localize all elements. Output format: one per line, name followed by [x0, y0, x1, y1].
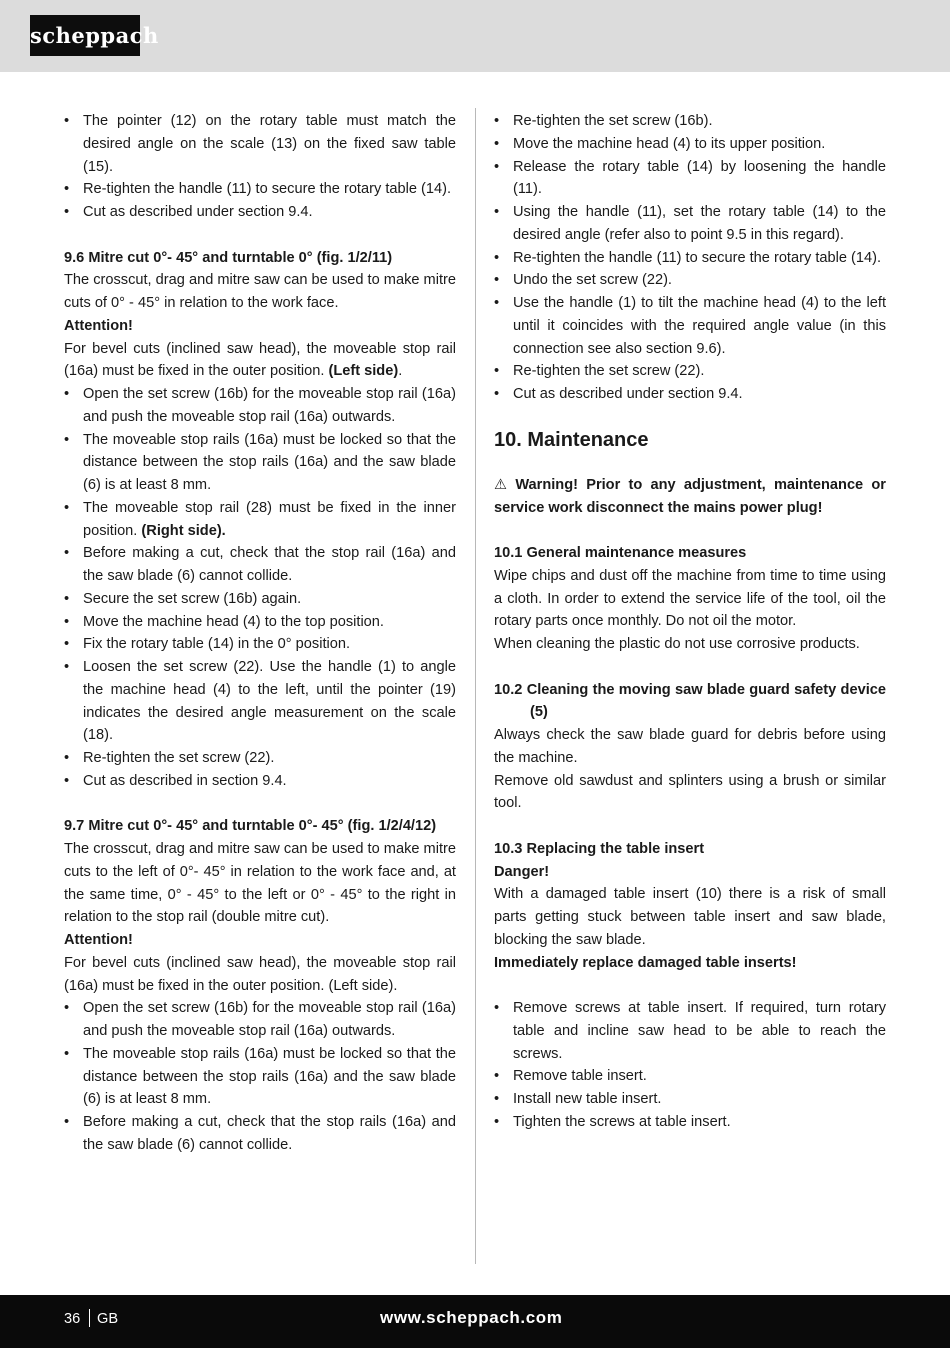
- paragraph: The crosscut, drag and mitre saw can be used to make mitre cuts to the left of 0°- 45° in relation to the work face and, at the same time, 0° - 45° to the left or 0° - 45° to the right in relation to the stop rail (double mitre cut).: [64, 841, 456, 926]
- bullet-list: [64, 997, 456, 1156]
- emphasis: (Left side): [328, 363, 399, 380]
- brand-logo: scheppach: [30, 15, 140, 56]
- page-number: 36: [64, 1311, 81, 1327]
- paragraph: When cleaning the plastic do not use corrosive products.: [494, 636, 860, 652]
- list-item: • Re-tighten the set screw (22).: [64, 747, 456, 770]
- list-item: • Before making a cut, check that the stop rails (16a) and the saw blade (6) cannot collide.: [64, 1111, 456, 1157]
- list-item: • The moveable stop rails (16a) must be locked so that the distance between the stop rails (16a) and the saw blade (6) is at least 8 mm.: [64, 429, 456, 497]
- page-footer: [0, 1295, 950, 1348]
- list-item: • Re-tighten the set screw (16b).: [494, 110, 886, 133]
- danger-label: Danger!: [494, 863, 550, 880]
- list-item: • Open the set screw (16b) for the moveable stop rail (16a) and push the moveable stop rail (16a) outwards.: [64, 997, 456, 1043]
- list-item: • Release the rotary table (14) by loosening the handle (11).: [494, 156, 886, 202]
- right-column: [494, 110, 886, 1134]
- warning-text: ⚠ Warning! Prior to any adjustment, maintenance or service work disconnect the mains power plug!: [494, 474, 886, 520]
- list-item: • Remove table insert.: [494, 1065, 886, 1088]
- section-heading-10-2: 10.2 Cleaning the moving saw blade guard safety device (5): [494, 681, 886, 721]
- paragraph: For bevel cuts (inclined saw head), the moveable stop rail (16a) must be fixed in the outer position. (Left side).: [64, 340, 456, 380]
- section-heading-10-1: 10.1 General maintenance measures: [494, 545, 747, 561]
- maintenance-heading: 10. Maintenance: [494, 428, 649, 451]
- list-item: • The pointer (12) on the rotary table must match the desired angle on the scale (13) on the fixed saw table (15).: [64, 110, 456, 178]
- section-heading-10-3: 10.3 Replacing the table insert: [494, 840, 705, 857]
- warning-triangle-icon: ⚠: [494, 476, 508, 493]
- section-heading-9-7: 9.7 Mitre cut 0°- 45° and turntable 0°- 45° (fig. 1/2/4/12): [64, 818, 437, 835]
- list-item: • Move the machine head (4) to the top position.: [64, 611, 456, 634]
- left-column: [64, 110, 456, 1157]
- list-item: • Loosen the set screw (22). Use the handle (1) to angle the machine head (4) to the left, until the pointer (19) indicates the desired angle measurement on the scale (18).: [64, 656, 456, 747]
- bullet-list: [64, 383, 456, 793]
- column-divider: [475, 108, 476, 1264]
- list-item: • Using the handle (11), set the rotary table (14) to the desired angle (refer also to point 9.5 in this regard).: [494, 201, 886, 247]
- replace-notice: Immediately replace damaged table inserts!: [494, 954, 797, 971]
- language-code: GB: [97, 1311, 119, 1327]
- list-item: • Open the set screw (16b) for the moveable stop rail (16a) and push the moveable stop rail (16a) outwards.: [64, 383, 456, 429]
- paragraph: For bevel cuts (inclined saw head), the moveable stop rail (16a) must be fixed in the outer position. (Left side).: [64, 954, 456, 994]
- bullet-list: [494, 110, 886, 406]
- list-item: • Tighten the screws at table insert.: [494, 1111, 886, 1134]
- list-item: • Remove screws at table insert. If required, turn rotary table and incline saw head to be able to reach the screws.: [494, 997, 886, 1065]
- bullet-list: [64, 110, 456, 224]
- list-item: • Use the handle (1) to tilt the machine head (4) to the left until it coincides with the required angle value (in this connection see also section 9.6).: [494, 292, 886, 360]
- attention-label: Attention!: [64, 932, 133, 948]
- list-item: • Cut as described under section 9.4.: [494, 383, 886, 406]
- bullet-list: [494, 997, 886, 1134]
- paragraph: With a damaged table insert (10) there is a risk of small parts getting stuck between table insert and saw blade, blocking the saw blade.: [494, 886, 886, 948]
- list-item: • Cut as described under section 9.4.: [64, 201, 456, 224]
- footer-separator: [89, 1309, 90, 1327]
- list-item: • Move the machine head (4) to its upper position.: [494, 133, 886, 156]
- list-item: • Re-tighten the handle (11) to secure the rotary table (14).: [494, 247, 886, 270]
- attention-label: Attention!: [64, 317, 133, 334]
- emphasis: (Right side).: [141, 522, 226, 539]
- page-header: [0, 0, 950, 72]
- list-item: • The moveable stop rail (28) must be fixed in the inner position. (Right side).: [64, 497, 456, 543]
- paragraph: Wipe chips and dust off the machine from time to time using a cloth. In order to extend the service life of the tool, oil the rotary parts once monthly. Do not oil the motor.: [494, 567, 886, 630]
- list-item: • Re-tighten the handle (11) to secure the rotary table (14).: [64, 178, 456, 201]
- list-item: • Undo the set screw (22).: [494, 269, 886, 292]
- section-heading-9-6: 9.6 Mitre cut 0°- 45° and turntable 0° (fig. 1/2/11): [64, 249, 393, 266]
- list-item: • Re-tighten the set screw (22).: [494, 360, 886, 383]
- paragraph: The crosscut, drag and mitre saw can be used to make mitre cuts of 0° - 45° in relation to the work face.: [64, 272, 456, 311]
- list-item: • Before making a cut, check that the stop rail (16a) and the saw blade (6) cannot collide.: [64, 542, 456, 588]
- list-item: • Fix the rotary table (14) in the 0° position.: [64, 633, 456, 656]
- list-item: • Secure the set screw (16b) again.: [64, 588, 456, 611]
- paragraph: Remove old sawdust and splinters using a brush or similar tool.: [494, 772, 886, 812]
- list-item: • Install new table insert.: [494, 1088, 886, 1111]
- list-item: • The moveable stop rails (16a) must be locked so that the distance between the stop rails (16a) and the saw blade (6) is at least 8 mm.: [64, 1043, 456, 1111]
- website-url: www.scheppach.com: [380, 1308, 563, 1327]
- list-item: • Cut as described in section 9.4.: [64, 770, 456, 793]
- paragraph: Always check the saw blade guard for debris before using the machine.: [494, 727, 886, 766]
